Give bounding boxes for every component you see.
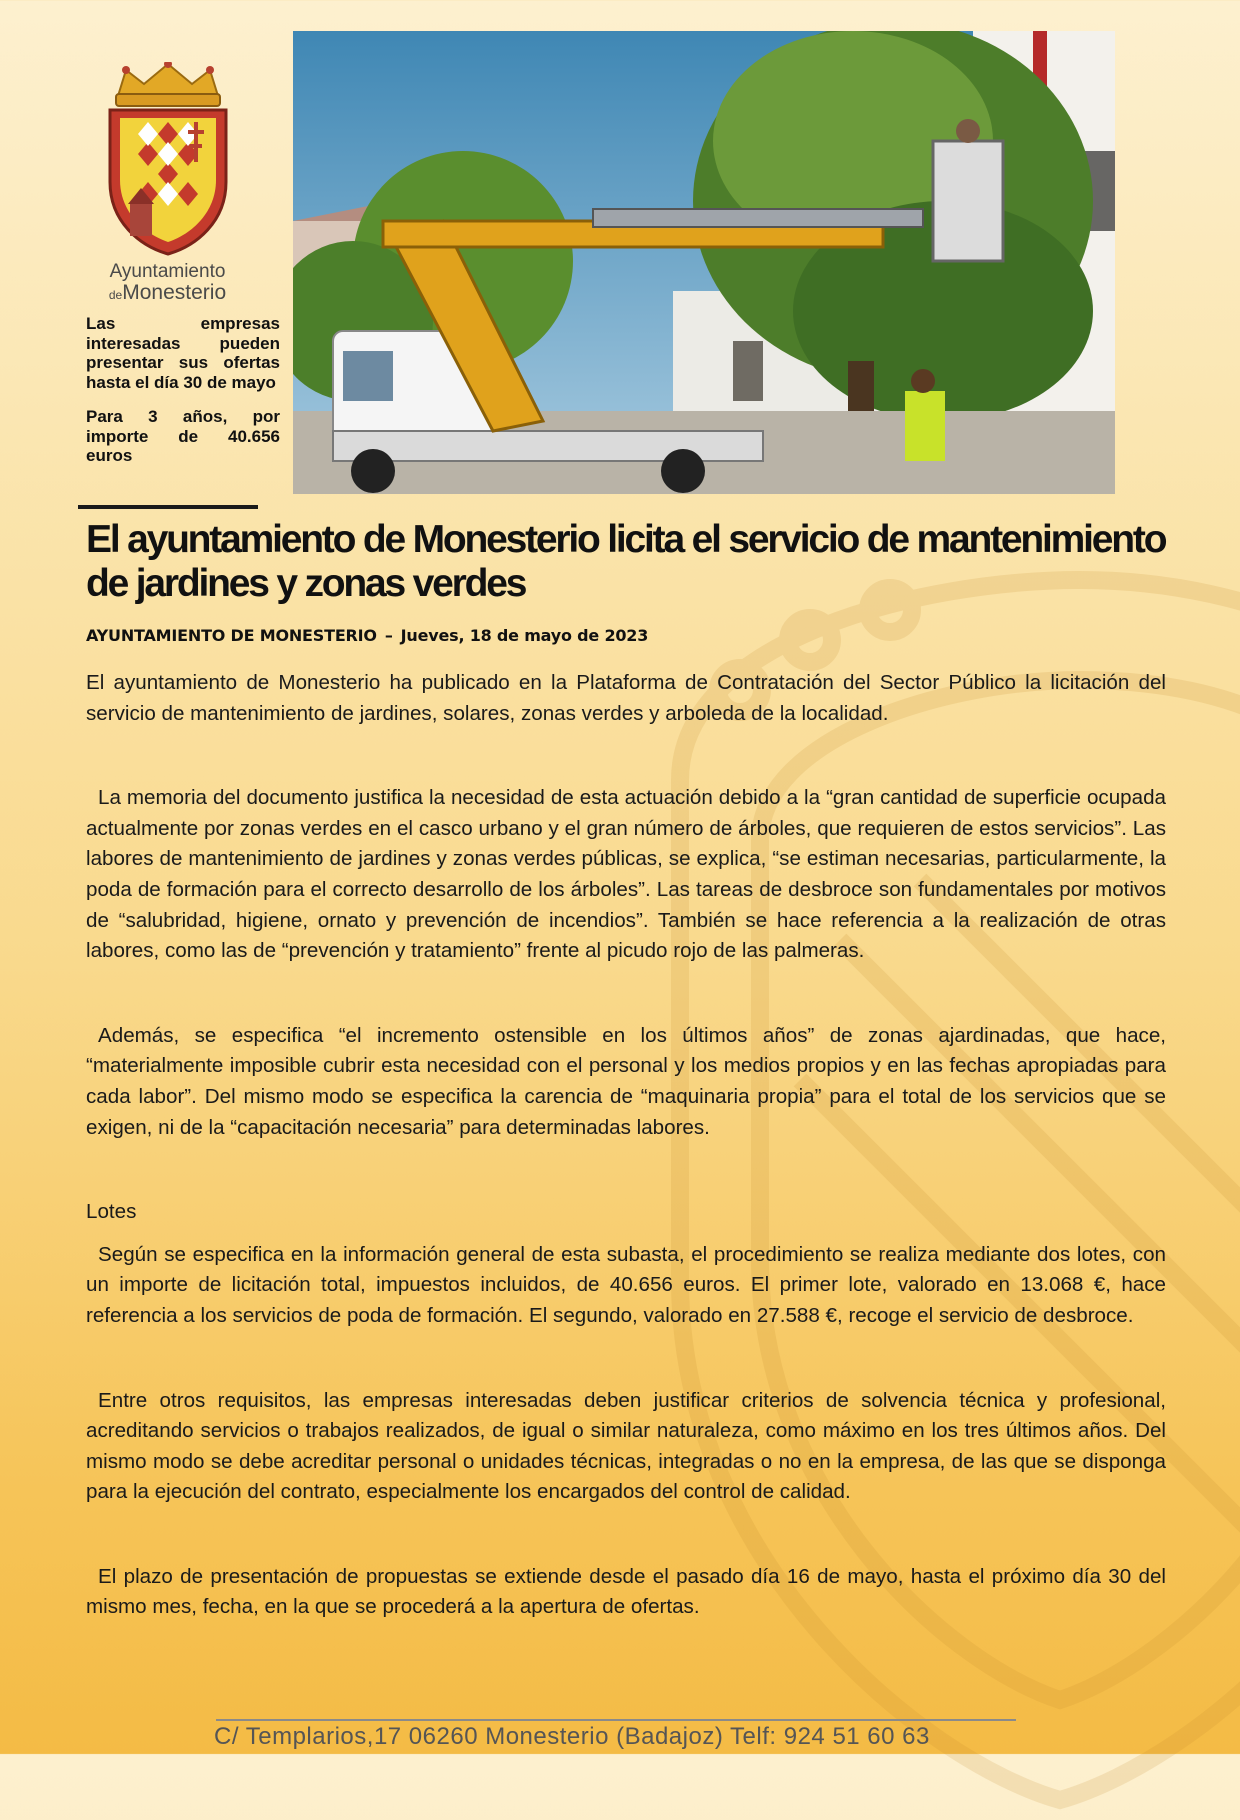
article-paragraph: Según se especifica en la información general de esta subasta, el procedimiento se realiza mediante dos lotes, con un importe de licitación total, impuestos incluidos, de 40.656 euros. El primer lote, valorado en 13.068 €, hace referencia a los servicios de poda de formación. El segundo, valorado en 27.588 €, recoge el servicio de desbroce. [86, 1242, 1166, 1327]
byline-source: AYUNTAMIENTO DE MONESTERIO [86, 626, 377, 645]
tree-pruning-crane-photo [293, 31, 1115, 494]
article-paragraph: El plazo de presentación de propuestas se extiende desde el pasado día 16 de mayo, hasta el próximo día 30 del mismo mes, fecha, en la que se procederá a la apertura de ofertas. [86, 1564, 1166, 1619]
footer-address: C/ Templarios,17 06260 Monesterio (Badajoz) Telf: 924 51 60 63 [214, 1723, 930, 1750]
logo-caption-line2: Monesterio [122, 280, 227, 304]
sidebar-highlight-deadline: Las empresas interesadas pueden presentar sus ofertas hasta el día 30 de mayo [86, 314, 280, 393]
byline-date: Jueves, 18 de mayo de 2023 [400, 626, 649, 645]
article-paragraph: El ayuntamiento de Monesterio ha publicado en la Plataforma de Contratación del Sector Público la licitación del servicio de mantenimiento de jardines, solares, zonas verdes y arboleda de la localidad. [86, 671, 1166, 725]
section-heading-lotes: Lotes [86, 1200, 137, 1224]
byline-separator: – [384, 626, 393, 645]
logo-caption-de: de [108, 287, 123, 302]
municipality-logo-caption [80, 262, 255, 304]
headline-rule [78, 505, 258, 509]
article-paragraph: La memoria del documento justifica la necesidad de esta actuación debido a la “gran cantidad de superficie ocupada actualmente por zonas verdes en el casco urbano y el gran número de árboles, que requieren de estos servicios”. Las labores de mantenimiento de jardines y zonas verdes públicas, se explica, “se estiman necesarias, particularmente, la poda de formación para el correcto desarrollo de los árboles”. Las tareas de desbroce son fundamentales por motivos de “salubridad, higiene, ornato y prevención de incendios”. También se hace referencia a la realización de otras labores, como las de “prevención y tratamiento” frente al picudo rojo de las palmeras. [86, 786, 1166, 963]
sidebar-highlight-amount: Para 3 años, por importe de 40.656 euros [86, 406, 280, 466]
sidebar-highlights [86, 314, 280, 480]
byline [86, 626, 648, 645]
article-paragraph: Además, se especifica “el incremento ostensible en los últimos años” de zonas ajardinadas, que hace, “materialmente imposible cubrir esta necesidad con el personal y los medios propios y en las fechas apropiadas para cada labor”. Del mismo modo se especifica la carencia de “maquinaria propia” para el total de los servicios que se exigen, ni de la “capacitación necesaria” para determinadas labores. [86, 1023, 1166, 1139]
article-body [86, 668, 1166, 1623]
coat-of-arms-logo [96, 62, 240, 258]
footer-rule [216, 1719, 1016, 1721]
page-title: El ayuntamiento de Monesterio licita el servicio de mantenimiento de jardines y zonas verdes [86, 518, 1166, 606]
logo-caption-line1: Ayuntamiento [109, 261, 226, 282]
article-paragraph: Entre otros requisitos, las empresas interesadas deben justificar criterios de solvencia técnica y profesional, acreditando servicios o trabajos realizados, de igual o similar naturaleza, como máximo en los tres últimos años. Del mismo modo se debe acreditar personal o unidades técnicas, integradas o no en la empresa, de las que se disponga para la ejecución del contrato, especialmente los encargados del control de calidad. [86, 1388, 1166, 1504]
